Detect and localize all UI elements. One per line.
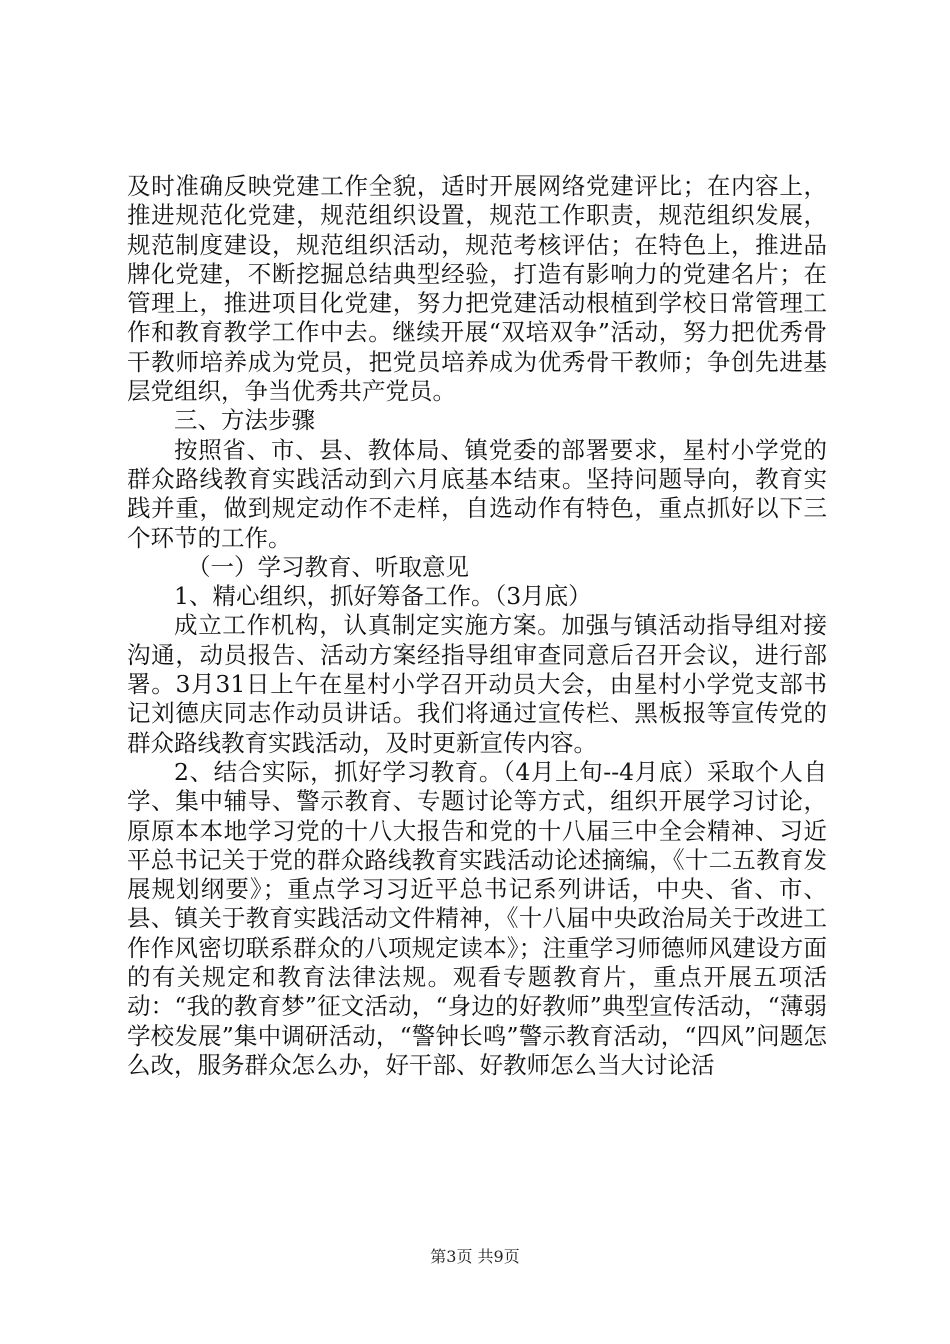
page-number-footer: 第3页 共9页: [430, 1247, 520, 1266]
item-heading-1: 1、精心组织，抓好筹备工作。（3月底）: [174, 582, 592, 611]
paragraph-item-2: 2、结合实际，抓好学习教育。（4月上旬--4月底）采取个人自学、集中辅导、警示教育、专题讨论等方式，组织开展学习讨论，原原本本地学习党的十八大报告和党的十八届三中全会精神、习近平总书记关于党的群众路线教育实践活动论述摘编，《十二五教育发展规划纲要》；重点学习习近平总书记系列讲话，中央、省、市、县、镇关于教育实践活动文件精神，《十八届中央政治局关于改进工作作风密切联系群众的八项规定读本》；注重学习师德师风建设方面的有关规定和教育法律法规。观看专题教育片，重点开展五项活动：“我的教育梦”征文活动，“身边的好教师”典型宣传活动，“薄弱学校发展”集中调研活动，“警钟长鸣”警示教育活动，“四风”问题怎么改，服务群众怎么办，好干部、好教师怎么当大讨论活: [127, 757, 827, 1079]
paragraph-item-1: 成立工作机构，认真制定实施方案。加强与镇活动指导组对接沟通，动员报告、活动方案经指导组审查同意后召开会议，进行部署。3月31日上午在星村小学召开动员大会，由星村小学党支部书记刘德庆同志作动员讲话。我们将通过宣传栏、黑板报等宣传党的群众路线教育实践活动，及时更新宣传内容。: [127, 611, 827, 757]
section-heading-methods: 三、方法步骤: [174, 406, 315, 435]
subsection-heading-study: （一）学习教育、听取意见: [187, 552, 469, 581]
document-body: [127, 172, 827, 1080]
paragraph-continued: 及时准确反映党建工作全貌，适时开展网络党建评比；在内容上，推进规范化党建，规范组织设置，规范工作职责，规范组织发展，规范制度建设，规范组织活动，规范考核评估；在特色上，推进品牌化党建，不断挖掘总结典型经验，打造有影响力的党建名片；在管理上，推进项目化党建，努力把党建活动根植到学校日常管理工作和教育教学工作中去。继续开展“双培双争”活动，努力把优秀骨干教师培养成为党员，把党员培养成为优秀骨干教师；争创先进基层党组织，争当优秀共产党员。: [127, 172, 827, 406]
paragraph-methods-intro: 按照省、市、县、教体局、镇党委的部署要求，星村小学党的群众路线教育实践活动到六月底基本结束。坚持问题导向，教育实践并重，做到规定动作不走样，自选动作有特色，重点抓好以下三个环节的工作。: [127, 435, 827, 552]
